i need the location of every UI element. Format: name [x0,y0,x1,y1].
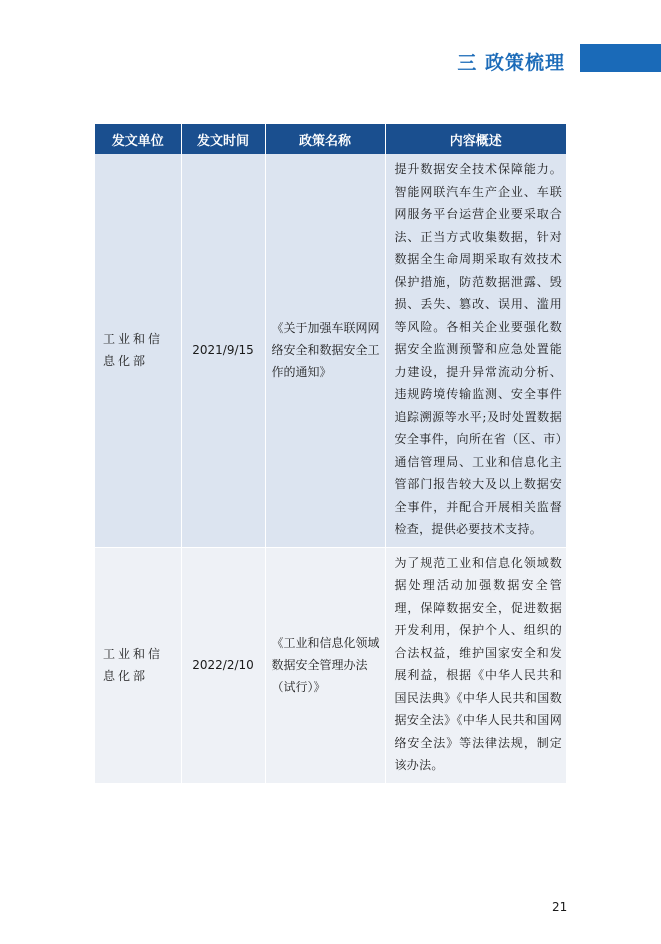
section-accent-bar [580,44,661,72]
cell-content: 提升数据安全技术保障能力。智能网联汽车生产企业、车联网服务平台运营企业要采取合法、正当方式收集数据，针对数据全生命周期采取有效技术保护措施，防范数据泄露、毁损、丢失、篡改、误用、滥用等风险。各相关企业要强化数据安全监测预警和应急处置能力建设，提升异常流动分析、违规跨境传输监测、安全事件追踪溯源等水平;及时处置数据安全事件，向所在省（区、市）通信管理局、工业和信息化主管部门报告较大及以上数据安全事件，并配合开展相关监督检查，提供必要技术支持。 [385,154,566,547]
cell-department: 工业和信息化部 [95,154,181,547]
table-header-row [95,124,566,154]
table-row [95,154,566,547]
table-row [95,547,566,783]
cell-content: 为了规范工业和信息化领域数据处理活动加强数据安全管理，保障数据安全，促进数据开发利用，保护个人、组织的合法权益，维护国家安全和发展利益，根据《中华人民共和国民法典》《中华人民共和国数据安全法》《中华人民共和国网络安全法》等法律法规，制定该办法。 [385,547,566,783]
header-policy-name: 政策名称 [265,124,385,154]
header-content: 内容概述 [385,124,566,154]
header-department: 发文单位 [95,124,181,154]
cell-policy-name: 《关于加强车联网网络安全和数据安全工作的通知》 [265,154,385,547]
cell-date: 2022/2/10 [181,547,265,783]
header-date: 发文时间 [181,124,265,154]
cell-date: 2021/9/15 [181,154,265,547]
policy-table [95,124,566,783]
section-title: 三 政策梳理 [457,52,565,74]
cell-policy-name: 《工业和信息化领域数据安全管理办法（试行）》 [265,547,385,783]
page-number: 21 [552,900,568,914]
cell-department: 工业和信息化部 [95,547,181,783]
